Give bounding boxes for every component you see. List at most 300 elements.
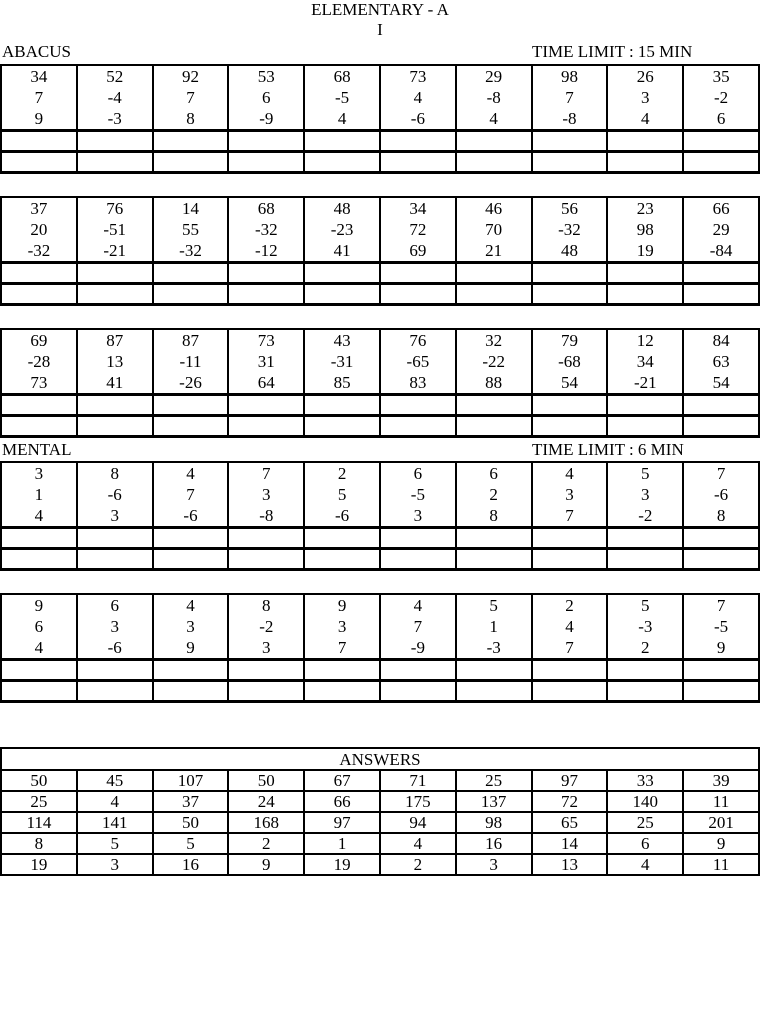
problem-number: 29 (712, 220, 730, 239)
answer-value: 141 (77, 812, 153, 833)
answer-entry-cell[interactable] (304, 395, 380, 416)
problem-number: 54 (560, 373, 578, 392)
problem-number: 2 (641, 638, 650, 657)
answer-value: 24 (228, 791, 304, 812)
answer-value: 25 (1, 791, 77, 812)
problem-number: 85 (333, 373, 351, 392)
answer-entry-cell[interactable] (683, 416, 759, 437)
problem-column (380, 197, 456, 263)
problem-number: -8 (259, 506, 274, 525)
problem-column (153, 594, 229, 660)
answer-entry-cell[interactable] (683, 152, 759, 173)
problem-column (607, 197, 683, 263)
answer-entry-cell[interactable] (380, 131, 456, 152)
answer-entry-cell[interactable] (153, 528, 229, 549)
problem-column (153, 462, 229, 528)
problem-number: 5 (641, 464, 650, 483)
problem-column (456, 65, 532, 131)
problem-number: -26 (179, 373, 202, 392)
problem-number: 69 (30, 331, 48, 350)
problem-number: 9 (337, 596, 347, 615)
answer-entry-cell[interactable] (153, 131, 229, 152)
answer-entry-cell[interactable] (380, 681, 456, 702)
answer-entry-cell[interactable] (532, 660, 608, 681)
answer-entry-cell[interactable] (228, 395, 304, 416)
answer-entry-cell[interactable] (532, 263, 608, 284)
answer-entry-cell[interactable] (153, 549, 229, 570)
problem-number: -6 (107, 638, 122, 657)
answer-value: 37 (153, 791, 229, 812)
problem-number: 35 (712, 67, 730, 86)
answer-entry-cell[interactable] (380, 152, 456, 173)
answer-entry-cell[interactable] (683, 549, 759, 570)
answer-entry-cell[interactable] (304, 152, 380, 173)
problem-column (228, 65, 304, 131)
answer-entry-cell[interactable] (228, 416, 304, 437)
problem-number: 55 (181, 220, 199, 239)
problem-number: 43 (333, 331, 351, 350)
answer-entry-cell[interactable] (304, 549, 380, 570)
answer-value: 4 (380, 833, 456, 854)
answer-entry-cell[interactable] (607, 549, 683, 570)
answer-entry-cell[interactable] (683, 660, 759, 681)
answer-entry-cell[interactable] (607, 528, 683, 549)
answer-entry-cell[interactable] (607, 284, 683, 305)
answer-entry-cell[interactable] (77, 660, 153, 681)
problem-number: 1 (489, 617, 498, 636)
answer-entry-cell[interactable] (1, 416, 77, 437)
problem-number: 3 (262, 638, 271, 657)
problem-number: 4 (337, 109, 347, 128)
answer-entry-cell[interactable] (77, 549, 153, 570)
answer-entry-cell[interactable] (456, 528, 532, 549)
problem-column (456, 197, 532, 263)
problem-number: -68 (558, 352, 581, 371)
problem-number: 8 (262, 596, 271, 615)
answer-value: 6 (607, 833, 683, 854)
problem-column (228, 329, 304, 395)
problem-number: -8 (486, 88, 501, 107)
problem-number: -12 (254, 241, 278, 260)
answer-entry-cell[interactable] (228, 263, 304, 284)
problem-number: 76 (106, 199, 124, 218)
answer-entry-cell[interactable] (683, 528, 759, 549)
answer-entry-cell[interactable] (77, 395, 153, 416)
answer-value: 9 (683, 833, 759, 854)
problem-number: -51 (103, 220, 127, 239)
answer-entry-cell[interactable] (77, 131, 153, 152)
answer-entry-cell[interactable] (304, 263, 380, 284)
problem-number: 37 (30, 199, 48, 218)
answer-entry-cell[interactable] (1, 549, 77, 570)
problem-number: 3 (186, 617, 195, 636)
problem-number: -22 (482, 352, 506, 371)
answer-entry-cell[interactable] (304, 528, 380, 549)
problem-number: -84 (709, 241, 733, 260)
answer-entry-cell[interactable] (77, 416, 153, 437)
answer-entry-cell[interactable] (77, 528, 153, 549)
answer-entry-cell[interactable] (380, 416, 456, 437)
answer-entry-cell[interactable] (532, 681, 608, 702)
problem-column (456, 329, 532, 395)
problem-number: -31 (330, 352, 354, 371)
answers-row (1, 854, 759, 875)
answer-entry-cell[interactable] (228, 131, 304, 152)
problem-number: -9 (259, 109, 274, 128)
problem-column (228, 197, 304, 263)
problem-number: 6 (34, 617, 44, 636)
answer-entry-cell[interactable] (532, 284, 608, 305)
problem-number: 4 (186, 464, 195, 483)
answer-value: 13 (532, 854, 608, 875)
problem-number: 70 (485, 220, 503, 239)
answer-value: 11 (683, 854, 759, 875)
problem-number: -3 (107, 109, 122, 128)
problem-column (304, 462, 380, 528)
answer-entry-cell[interactable] (683, 131, 759, 152)
problem-number: 79 (560, 331, 578, 350)
problem-number: 4 (186, 596, 195, 615)
problem-number: 34 (636, 352, 654, 371)
answer-entry-cell[interactable] (153, 395, 229, 416)
problem-number: 92 (181, 67, 199, 86)
problem-number: -65 (406, 352, 430, 371)
problem-column (380, 329, 456, 395)
problem-column (532, 65, 608, 131)
answer-entry-cell[interactable] (683, 284, 759, 305)
answer-entry-cell[interactable] (77, 681, 153, 702)
answer-entry-cell[interactable] (456, 395, 532, 416)
problem-number: 88 (485, 373, 503, 392)
problem-number: 3 (110, 506, 119, 525)
problem-number: -6 (714, 485, 729, 504)
problem-column (77, 594, 153, 660)
problem-number: 20 (30, 220, 48, 239)
problem-number: -32 (254, 220, 278, 239)
problem-column (77, 329, 153, 395)
answers-row (1, 812, 759, 833)
problem-column (683, 197, 759, 263)
problem-number: -3 (638, 617, 653, 636)
answer-entry-cell[interactable] (380, 528, 456, 549)
problem-number: -32 (179, 241, 202, 260)
answer-entry-cell[interactable] (153, 660, 229, 681)
answer-value: 45 (77, 770, 153, 791)
problem-column (153, 329, 229, 395)
problem-column (1, 462, 77, 528)
answer-value: 39 (683, 770, 759, 791)
problem-number: 73 (409, 67, 427, 86)
problem-number: 52 (106, 67, 124, 86)
answer-value: 107 (153, 770, 229, 791)
problem-number: -5 (335, 88, 350, 107)
answer-entry-cell[interactable] (304, 416, 380, 437)
problem-number: 4 (413, 596, 423, 615)
problem-number: 3 (565, 485, 574, 504)
answer-value: 3 (77, 854, 153, 875)
problem-number: 6 (716, 109, 726, 128)
problem-column (304, 65, 380, 131)
problem-number: 7 (716, 596, 726, 615)
answer-entry-cell[interactable] (532, 549, 608, 570)
problem-number: 98 (636, 220, 654, 239)
problem-number: 83 (409, 373, 427, 392)
problem-number: 6 (489, 464, 498, 483)
problem-column (607, 594, 683, 660)
answer-entry-cell[interactable] (607, 263, 683, 284)
answer-entry-cell[interactable] (456, 416, 532, 437)
answer-value: 14 (532, 833, 608, 854)
answer-value: 33 (607, 770, 683, 791)
problem-number: -32 (27, 241, 51, 260)
answer-entry-cell[interactable] (456, 660, 532, 681)
mental-time-limit: TIME LIMIT : 6 MIN (532, 440, 684, 459)
answer-entry-cell[interactable] (532, 152, 608, 173)
problem-number: 29 (485, 67, 503, 86)
problem-number: 4 (34, 638, 44, 657)
page-title: ELEMENTARY - A (311, 0, 449, 19)
problem-number: 3 (337, 617, 347, 636)
problem-number: 8 (110, 464, 119, 483)
answer-value: 2 (228, 833, 304, 854)
problem-number: 34 (409, 199, 427, 218)
problem-number: -6 (410, 109, 425, 128)
problem-number: 48 (560, 241, 578, 260)
answers-row (1, 770, 759, 791)
problem-number: 48 (333, 199, 351, 218)
answer-value: 71 (380, 770, 456, 791)
problem-number: 3 (34, 464, 44, 483)
problem-number: 5 (489, 596, 498, 615)
answer-value: 140 (607, 791, 683, 812)
problem-number: 9 (34, 596, 44, 615)
problem-number: 6 (413, 464, 423, 483)
answer-value: 72 (532, 791, 608, 812)
answer-entry-cell[interactable] (228, 681, 304, 702)
answer-entry-cell[interactable] (532, 416, 608, 437)
mental-problem-block-1 (0, 461, 760, 571)
answer-entry-cell[interactable] (532, 395, 608, 416)
problem-number: 5 (337, 485, 347, 504)
problem-number: 46 (485, 199, 503, 218)
answers-heading: ANSWERS (1, 748, 759, 770)
answer-value: 5 (77, 833, 153, 854)
problem-number: 4 (489, 109, 498, 128)
problem-number: 6 (262, 88, 271, 107)
problem-number: 3 (110, 617, 119, 636)
answer-entry-cell[interactable] (532, 131, 608, 152)
problem-number: 7 (186, 485, 195, 504)
answer-entry-cell[interactable] (380, 660, 456, 681)
problem-number: 41 (333, 241, 351, 260)
problem-number: 9 (34, 109, 44, 128)
problem-number: -6 (107, 485, 122, 504)
problem-number: -2 (638, 506, 653, 525)
answer-value: 97 (532, 770, 608, 791)
problem-number: 26 (636, 67, 654, 86)
answer-entry-cell[interactable] (304, 660, 380, 681)
problem-number: 8 (186, 109, 195, 128)
answer-entry-cell[interactable] (1, 263, 77, 284)
answer-entry-cell[interactable] (607, 660, 683, 681)
mental-section-label: MENTAL (2, 440, 72, 459)
answer-entry-cell[interactable] (456, 681, 532, 702)
answer-entry-cell[interactable] (380, 284, 456, 305)
problem-number: 69 (409, 241, 427, 260)
problem-column (683, 65, 759, 131)
answer-value: 201 (683, 812, 759, 833)
problem-number: 2 (337, 464, 347, 483)
answer-entry-cell[interactable] (1, 284, 77, 305)
answer-entry-cell[interactable] (153, 152, 229, 173)
answer-entry-cell[interactable] (77, 263, 153, 284)
problem-number: 76 (409, 331, 427, 350)
answer-entry-cell[interactable] (1, 152, 77, 173)
answer-value: 3 (456, 854, 532, 875)
problem-column (683, 594, 759, 660)
problem-column (456, 462, 532, 528)
answer-value: 50 (228, 770, 304, 791)
problem-number: 98 (560, 67, 578, 86)
answer-value: 66 (304, 791, 380, 812)
problem-column (304, 329, 380, 395)
answer-entry-cell[interactable] (228, 528, 304, 549)
answer-entry-cell[interactable] (532, 528, 608, 549)
problem-column (532, 197, 608, 263)
problem-number: -23 (330, 220, 354, 239)
problem-column (228, 462, 304, 528)
abacus-section-label: ABACUS (2, 42, 71, 61)
problem-number: 8 (716, 506, 726, 525)
problem-number: 3 (413, 506, 423, 525)
problem-number: 3 (262, 485, 271, 504)
problem-number: 7 (413, 617, 423, 636)
problem-number: 12 (636, 331, 654, 350)
problem-number: 4 (565, 617, 574, 636)
problem-number: 13 (106, 352, 124, 371)
problem-number: 34 (30, 67, 48, 86)
problem-number: 4 (34, 506, 44, 525)
answer-entry-cell[interactable] (1, 395, 77, 416)
answer-entry-cell[interactable] (228, 284, 304, 305)
answer-value: 94 (380, 812, 456, 833)
problem-number: -3 (486, 638, 501, 657)
problem-number: 7 (34, 88, 44, 107)
answer-entry-cell[interactable] (304, 681, 380, 702)
problem-number: 66 (712, 199, 730, 218)
problem-number: 4 (565, 464, 574, 483)
answer-entry-cell[interactable] (228, 549, 304, 570)
answer-entry-cell[interactable] (683, 395, 759, 416)
problem-number: -21 (103, 241, 127, 260)
problem-column (380, 594, 456, 660)
answer-entry-cell[interactable] (1, 681, 77, 702)
problem-column (77, 65, 153, 131)
answer-entry-cell[interactable] (228, 660, 304, 681)
answer-entry-cell[interactable] (456, 263, 532, 284)
problem-column (380, 65, 456, 131)
answer-entry-cell[interactable] (380, 395, 456, 416)
problem-number: -21 (633, 373, 657, 392)
answer-value: 16 (456, 833, 532, 854)
answer-value: 65 (532, 812, 608, 833)
answer-entry-cell[interactable] (1, 660, 77, 681)
answer-entry-cell[interactable] (380, 549, 456, 570)
answer-entry-cell[interactable] (77, 284, 153, 305)
answer-entry-cell[interactable] (607, 681, 683, 702)
problem-number: 7 (186, 88, 195, 107)
problem-number: 5 (641, 596, 650, 615)
answer-entry-cell[interactable] (607, 395, 683, 416)
answer-entry-cell[interactable] (304, 131, 380, 152)
abacus-problem-block-2 (0, 196, 760, 306)
problem-column (304, 197, 380, 263)
problem-number: 68 (257, 199, 275, 218)
answer-entry-cell[interactable] (228, 152, 304, 173)
problem-number: 87 (106, 331, 124, 350)
problem-column (1, 197, 77, 263)
answer-entry-cell[interactable] (153, 284, 229, 305)
answer-entry-cell[interactable] (683, 263, 759, 284)
answer-entry-cell[interactable] (456, 131, 532, 152)
problem-number: 73 (257, 331, 275, 350)
problem-number: 1 (34, 485, 44, 504)
answer-entry-cell[interactable] (683, 681, 759, 702)
answers-row (1, 791, 759, 812)
answer-value: 114 (1, 812, 77, 833)
answer-entry-cell[interactable] (456, 284, 532, 305)
problem-number: 2 (489, 485, 498, 504)
answer-value: 11 (683, 791, 759, 812)
answer-value: 175 (380, 791, 456, 812)
answer-value: 97 (304, 812, 380, 833)
answer-value: 4 (607, 854, 683, 875)
problem-number: -11 (179, 352, 202, 371)
answer-value: 4 (77, 791, 153, 812)
answer-entry-cell[interactable] (1, 131, 77, 152)
problem-number: -9 (410, 638, 425, 657)
problem-number: 7 (262, 464, 271, 483)
answer-entry-cell[interactable] (153, 416, 229, 437)
answer-value: 9 (228, 854, 304, 875)
problem-column (456, 594, 532, 660)
answer-value: 50 (1, 770, 77, 791)
problem-column (153, 65, 229, 131)
answer-entry-cell[interactable] (153, 681, 229, 702)
answer-entry-cell[interactable] (304, 284, 380, 305)
answer-entry-cell[interactable] (153, 263, 229, 284)
problem-number: -6 (335, 506, 350, 525)
problem-column (532, 462, 608, 528)
answer-entry-cell[interactable] (380, 263, 456, 284)
problem-number: 4 (413, 88, 423, 107)
problem-number: 3 (641, 485, 650, 504)
problem-column (532, 329, 608, 395)
answer-entry-cell[interactable] (607, 152, 683, 173)
answer-value: 2 (380, 854, 456, 875)
answer-entry-cell[interactable] (607, 416, 683, 437)
answer-entry-cell[interactable] (456, 152, 532, 173)
problem-column (607, 65, 683, 131)
answer-entry-cell[interactable] (607, 131, 683, 152)
answer-entry-cell[interactable] (456, 549, 532, 570)
problem-number: 14 (181, 199, 199, 218)
problem-number: -5 (410, 485, 425, 504)
answer-entry-cell[interactable] (1, 528, 77, 549)
answer-entry-cell[interactable] (77, 152, 153, 173)
problem-number: -8 (562, 109, 577, 128)
problem-number: 87 (181, 331, 199, 350)
